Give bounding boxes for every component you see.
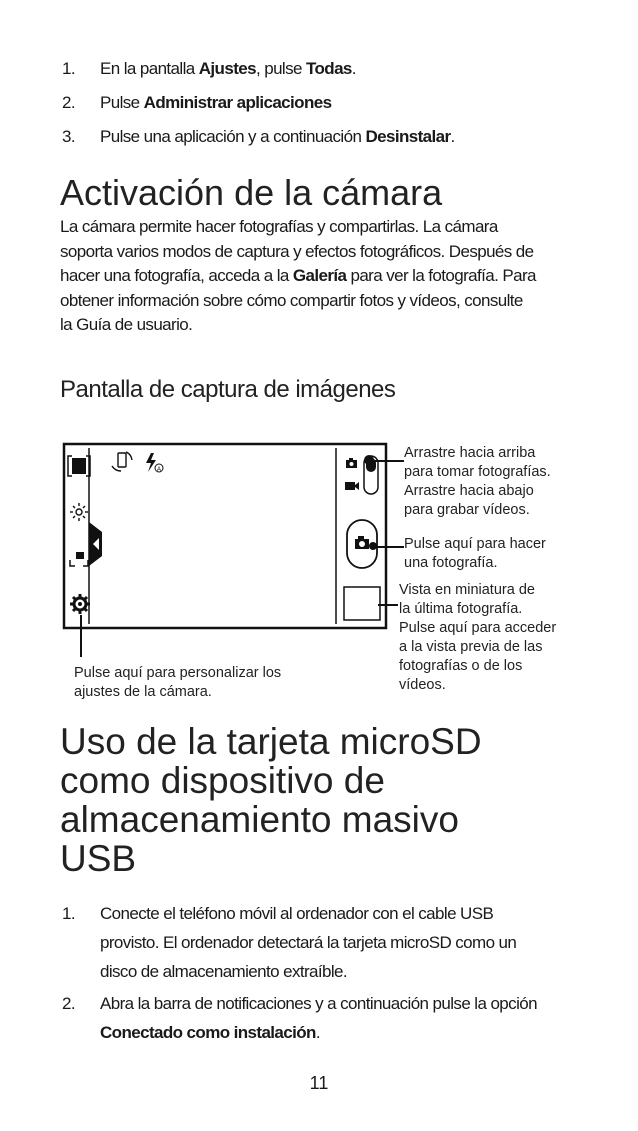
step-line: Abra la barra de notificaciones y a continuación pulse la opción [100, 994, 537, 1013]
callout-line: vídeos. [399, 677, 446, 693]
callout-line: Pulse aquí para hacer [404, 536, 546, 552]
callout-line: la última fotografía. [399, 601, 523, 617]
para-line [60, 264, 590, 289]
settings-gear-icon [70, 594, 90, 614]
step-bold: Conectado como instalación [100, 1023, 316, 1042]
callout-thumbnail [399, 581, 638, 695]
usb-section-title [60, 722, 482, 878]
para-line: la Guía de usuario. [60, 315, 193, 334]
para-line: La cámara permite hacer fotografías y compartirlas. La cámara [60, 217, 498, 236]
callout-line: Arrastre hacia abajo [404, 483, 534, 499]
step-text: . [315, 1023, 320, 1042]
callout-line: fotografías o de los [399, 658, 523, 674]
camera-section-title: Activación de la cámara [60, 172, 443, 213]
gallery-bold: Galería [292, 266, 347, 285]
callout-shutter [404, 535, 546, 573]
screen-frame [64, 444, 386, 628]
dot-slide [362, 453, 376, 467]
title-line: como dispositivo de [60, 760, 385, 801]
step-text: , pulse [255, 59, 306, 78]
capture-screen-subtitle: Pantalla de captura de imágenes [60, 376, 396, 403]
step-bold: Desinstalar [365, 127, 451, 146]
callout-line: una fotografía. [404, 555, 498, 571]
title-line: almacenamiento masivo [60, 799, 459, 840]
title-line: Uso de la tarjeta microSD [60, 721, 482, 762]
brightness-icon [70, 503, 88, 521]
photo-mode-icon [346, 458, 357, 468]
step-line: disco de almacenamiento extraíble. [100, 962, 348, 981]
leader-thumb [378, 604, 398, 606]
step-number: 2. [62, 994, 75, 1013]
step-number: 3. [62, 127, 75, 146]
flash-auto-badge: A [156, 467, 162, 473]
step-bold: Todas [305, 59, 352, 78]
callout-line: para tomar fotografías. [404, 464, 551, 480]
step-number: 1. [62, 59, 75, 78]
mode-icon [68, 456, 90, 476]
para-line: soporta varios modos de captura y efectos fotográficos. Después de [60, 241, 534, 261]
camera-paragraph [60, 215, 590, 338]
step-text: Pulse [100, 93, 144, 112]
focus-icon [70, 552, 88, 566]
step-line [100, 1018, 592, 1047]
para-line: obtener información sobre cómo compartir fotos y vídeos, consulte [60, 290, 523, 310]
step-line: provisto. El ordenador detectará la tarjeta microSD como un [100, 933, 517, 952]
callout-line: Vista en miniatura de [399, 582, 535, 598]
callout-line: para grabar vídeos. [404, 502, 530, 518]
callout-slide [404, 444, 551, 520]
step-bold: Administrar aplicaciones [143, 93, 332, 112]
para-text: para ver la fotografía. Para [346, 266, 536, 285]
step-text: . [450, 127, 455, 146]
usb-step-2 [62, 989, 592, 1047]
leader-settings [80, 615, 82, 657]
video-mode-icon [345, 482, 359, 490]
callout-line: Pulse aquí para personalizar los [74, 665, 282, 681]
step-text: . [351, 59, 356, 78]
step-number: 1. [62, 904, 75, 923]
callout-line: a la vista previa de las [399, 639, 543, 655]
step-line: Conecte el teléfono móvil al ordenador con el cable USB [100, 904, 494, 923]
callout-line: Arrastre hacia arriba [404, 445, 536, 461]
callout-line: ajustes de la cámara. [74, 684, 212, 700]
callout-settings [74, 664, 281, 702]
usb-step-1 [62, 899, 592, 986]
rotate-phone-icon [112, 452, 132, 471]
callout-line: Pulse aquí para acceder [399, 620, 557, 636]
title-line: USB [60, 838, 137, 879]
flash-auto-icon [146, 453, 163, 473]
step-text: Pulse una aplicación y a continuación [100, 127, 366, 146]
thumbnail-box [344, 587, 380, 620]
para-text: hacer una fotografía, acceda a la [60, 266, 293, 285]
step-number: 2. [62, 93, 75, 112]
camera-screen-diagram [56, 436, 396, 636]
step-bold: Ajustes [198, 59, 256, 78]
dot-shutter [366, 539, 380, 553]
page-number: 11 [309, 1073, 329, 1093]
step-text: En la pantalla [100, 59, 199, 78]
